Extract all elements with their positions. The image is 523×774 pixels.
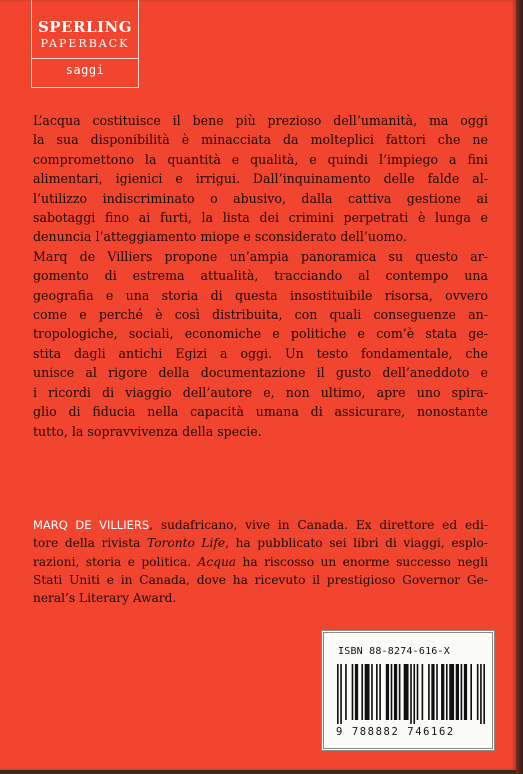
description-line: Marq de Villiers propone un’ampia panoramica su questo ar-	[33, 248, 488, 264]
logo-series: saggi	[65, 63, 105, 77]
description-line: glio di fiducia nella capacità umana di assicurare, nonostante	[33, 404, 488, 420]
barcode-bar	[394, 664, 397, 720]
bio-line: tore della rivista Toronto Life, ha pubblicato sei libri di viaggi, esplo-	[33, 536, 488, 551]
barcode-bar	[483, 664, 485, 724]
book-title: Acqua	[197, 554, 237, 569]
barcode-bar	[345, 664, 347, 720]
description-line: geografia e una storia di questa insostituibile risorsa, ovvero	[33, 287, 488, 303]
ean-number: 9 788882 746162	[336, 726, 455, 738]
barcode-bar	[337, 664, 339, 724]
description-line: unisce al rigore della documentazione il gusto dell’aneddoto e	[33, 365, 488, 381]
logo-divider	[32, 58, 138, 59]
bio-line: Stati Uniti e in Canada, dove ha ricevuto il prestigioso Governor Ge-	[33, 572, 488, 587]
description-line: L’acqua costituisce il bene più prezioso dell’umanità, ma oggi	[33, 113, 488, 128]
barcode-bar	[410, 664, 412, 724]
barcode-bar	[449, 664, 454, 720]
description-line: gomento di estrema attualità, tracciando al contempo una	[33, 268, 488, 284]
bio-line: MARQ DE VILLIERS, sudafricano, vive in Canada. Ex direttore ed edi-	[33, 518, 488, 532]
description-line: i ricordi di viaggio dell’autore e, non ultimo, apre uno spira-	[33, 384, 488, 400]
description-line: tropologiche, sociali, economiche e politiche e com’è stata ge-	[33, 326, 488, 342]
description-line: stita dagli antichi Egizi a oggi. Un testo fondamentale, che	[33, 345, 488, 361]
barcode-label	[321, 630, 495, 751]
magazine-title: Toronto Life	[147, 536, 226, 551]
barcode-bar	[461, 664, 463, 720]
barcode-bar	[477, 664, 479, 720]
barcode-bar	[361, 664, 363, 720]
bio-line: razioni, storia e politica. Acqua ha riscosso un enorme successo negli	[33, 554, 488, 569]
description-line: denuncia l’atteggiamento miope e sconsiderato dell’uomo.	[33, 229, 407, 245]
barcode-bar	[413, 664, 415, 724]
barcode-bar	[456, 664, 459, 720]
barcode-bar	[365, 664, 370, 720]
barcode-bar	[379, 664, 381, 720]
barcode-bar	[436, 664, 438, 720]
barcode-bar	[386, 664, 389, 720]
book-description	[33, 111, 488, 441]
description-line: come e perché è così distribuita, con quali conseguenze an-	[33, 307, 488, 323]
bio-line: neral’s Literary Award.	[33, 591, 177, 606]
description-line: alimentari, igienici e irrigui. Dall’inquinamento delle falde al-	[33, 171, 488, 187]
barcode-bar	[376, 664, 378, 720]
barcode-bar	[464, 664, 467, 720]
barcode-bar	[428, 664, 430, 720]
barcode-bar	[391, 664, 393, 720]
barcode-bar	[470, 664, 472, 720]
author-bio	[33, 516, 488, 607]
description-line: l’utilizzo indiscriminato o abusivo, dalla cattiva gestione ai	[33, 190, 488, 206]
description-line: sabotaggi fino ai furti, la lista dei crimini perpetrati è lunga e	[33, 210, 488, 226]
barcode-icon	[337, 664, 485, 724]
barcode-bar	[431, 664, 434, 720]
publisher-logo	[31, 0, 139, 88]
logo-brand: SPERLING	[37, 18, 133, 36]
barcode-bar	[480, 664, 482, 724]
barcode-bar	[355, 664, 358, 720]
barcode-bar	[371, 664, 373, 720]
isbn-text: ISBN 88-8274-616-X	[338, 646, 450, 657]
author-name: MARQ DE VILLIERS	[33, 518, 150, 532]
barcode-bar	[352, 664, 354, 720]
description-line: compromettono la quantità e qualità, e quindi l’impiego a fini	[33, 151, 488, 167]
barcode-bar	[399, 664, 401, 720]
barcode-bar	[340, 664, 342, 724]
barcode-bar	[404, 664, 409, 720]
barcode-bar	[417, 664, 419, 720]
barcode-bar	[446, 664, 448, 720]
book-edge	[516, 0, 523, 774]
description-line: tutto, la sopravvivenza della specie.	[33, 423, 262, 439]
description-line: la sua disponibilità è minacciata da molteplici fattori che ne	[33, 132, 488, 148]
barcode-bar	[422, 664, 424, 720]
logo-subbrand: PAPERBACK	[40, 37, 130, 50]
barcode-bar	[441, 664, 444, 720]
